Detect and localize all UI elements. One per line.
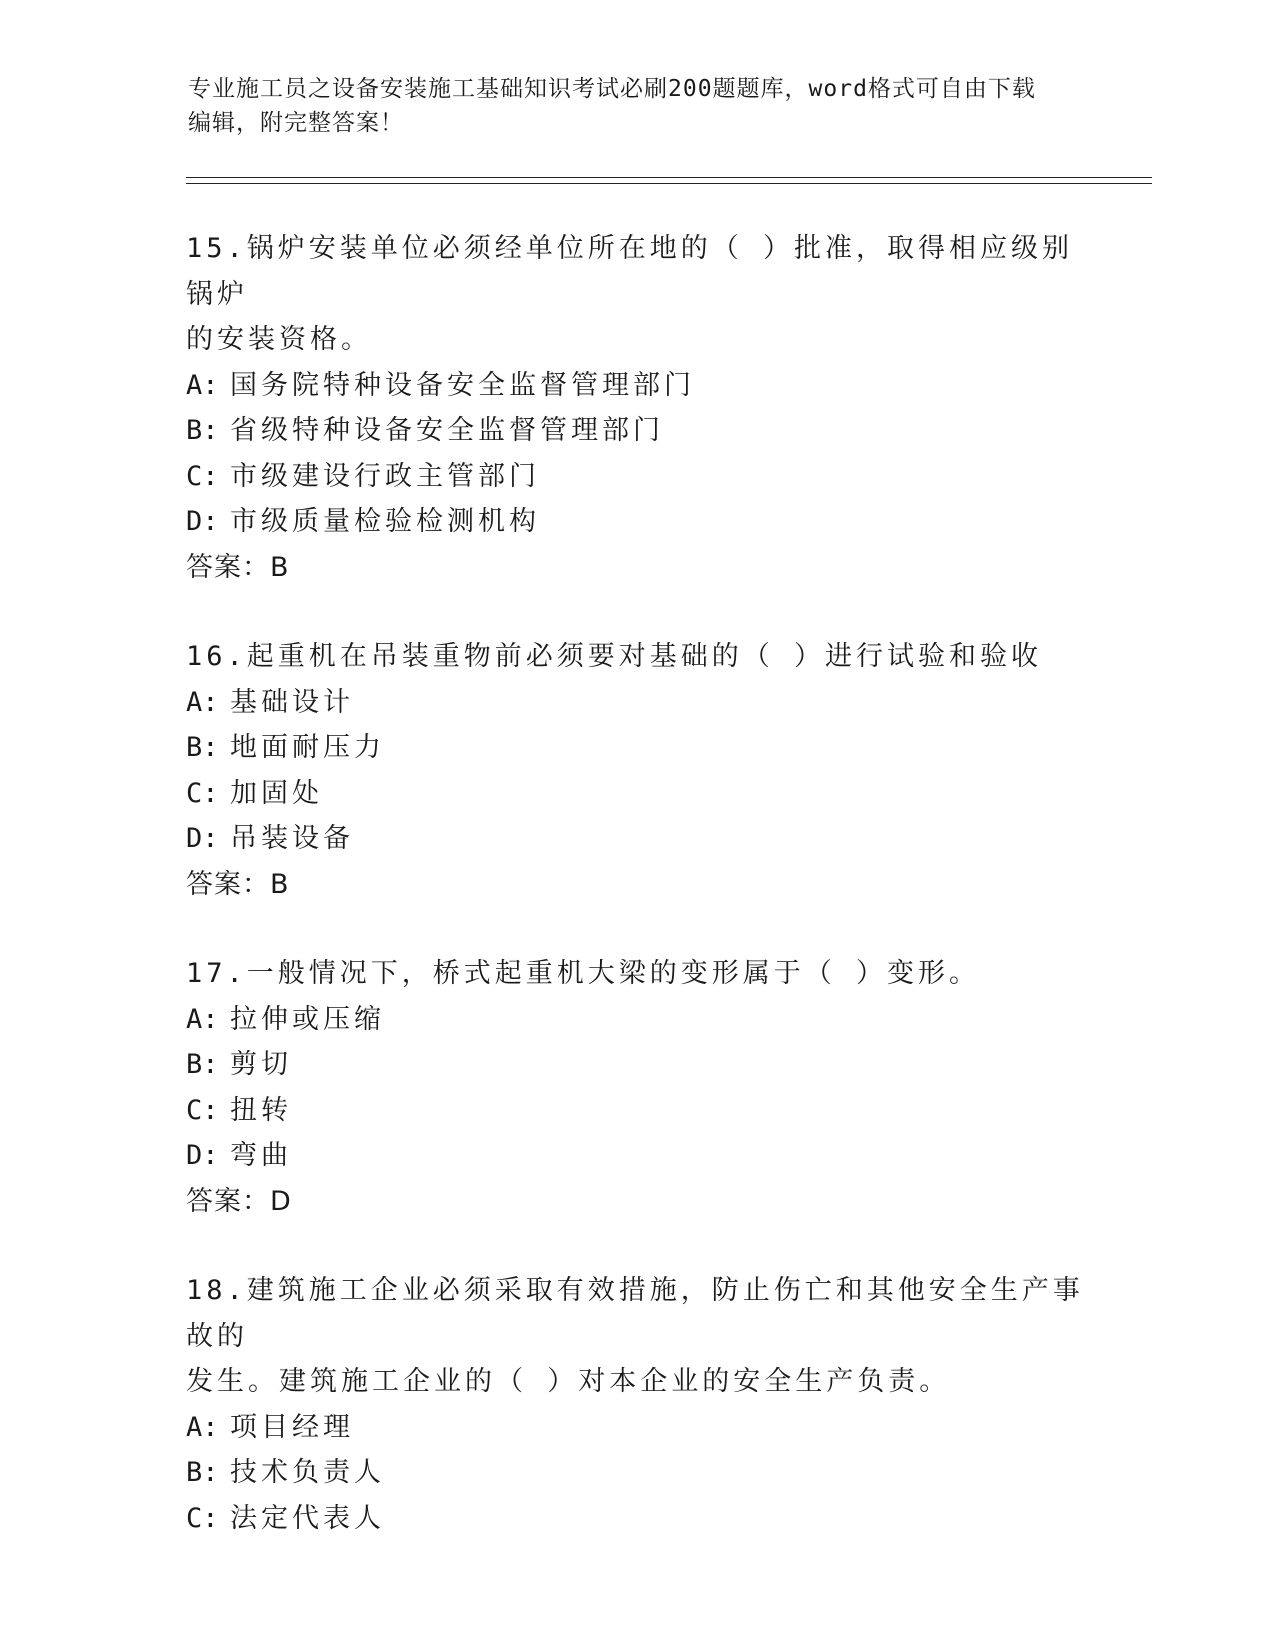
question-16 — [186, 634, 1086, 907]
question-18 — [186, 1268, 1086, 1541]
option-text: 市级质量检验检测机构 — [230, 506, 540, 537]
question-list — [186, 226, 1086, 1585]
option-c — [186, 454, 1086, 500]
option-d — [186, 1133, 1086, 1179]
option-c — [186, 1496, 1086, 1542]
option-b — [186, 1042, 1086, 1088]
option-key: C: — [186, 1094, 219, 1126]
answer-line: 答案：B — [186, 868, 290, 900]
option-c — [186, 771, 1086, 817]
option-text: 项目经理 — [230, 1411, 354, 1443]
question-17 — [186, 951, 1086, 1224]
question-stem-line: 15.锅炉安装单位必须经单位所在地的（ ）批准，取得相应级别锅炉 — [186, 233, 1074, 310]
option-key: D: — [186, 506, 219, 537]
answer-line: 答案：B — [186, 551, 290, 583]
option-text: 加固处 — [230, 777, 323, 809]
option-key: B: — [186, 1457, 219, 1488]
option-key: C: — [186, 1502, 219, 1534]
option-key: A: — [186, 686, 219, 718]
question-15 — [186, 226, 1086, 590]
header-title-line-2: 编辑，附完整答案！ — [188, 110, 404, 136]
option-key: A: — [186, 369, 219, 401]
option-text: 弯曲 — [230, 1140, 292, 1171]
option-b — [186, 725, 1086, 771]
option-key: A: — [186, 1411, 219, 1443]
option-text: 剪切 — [230, 1049, 292, 1080]
document-header — [188, 72, 1068, 140]
option-text: 吊装设备 — [230, 823, 354, 854]
option-key: A: — [186, 1003, 219, 1035]
option-text: 地面耐压力 — [230, 732, 385, 763]
option-key: D: — [186, 823, 219, 854]
question-stem-line: 发生。建筑施工企业的（ ）对本企业的安全生产负责。 — [186, 1366, 951, 1397]
option-d — [186, 816, 1086, 862]
option-key: C: — [186, 777, 219, 809]
option-key: B: — [186, 1049, 219, 1080]
option-text: 基础设计 — [230, 686, 354, 718]
option-text: 拉伸或压缩 — [230, 1003, 385, 1035]
header-title-line-1: 专业施工员之设备安装施工基础知识考试必刷200题题库，word格式可自由下载 — [188, 76, 1036, 102]
option-text: 市级建设行政主管部门 — [230, 460, 540, 492]
option-text: 扭转 — [230, 1094, 292, 1126]
question-stem-line: 16.起重机在吊装重物前必须要对基础的（ ）进行试验和验收 — [186, 641, 1043, 672]
option-a — [186, 680, 1086, 726]
option-key: D: — [186, 1140, 219, 1171]
answer-line: 答案：D — [186, 1185, 292, 1217]
option-text: 国务院特种设备安全监督管理部门 — [230, 369, 695, 401]
option-b — [186, 408, 1086, 454]
option-text: 省级特种设备安全监督管理部门 — [230, 415, 664, 446]
option-a — [186, 997, 1086, 1043]
option-key: B: — [186, 415, 219, 446]
option-b — [186, 1450, 1086, 1496]
question-stem-line: 17.一般情况下，桥式起重机大梁的变形属于（ ）变形。 — [186, 958, 981, 989]
option-d — [186, 499, 1086, 545]
option-key: B: — [186, 732, 219, 763]
question-stem-line: 的安装资格。 — [186, 324, 372, 355]
option-text: 技术负责人 — [230, 1457, 385, 1488]
option-c — [186, 1088, 1086, 1134]
option-a — [186, 1405, 1086, 1451]
question-stem-line: 18.建筑施工企业必须采取有效措施，防止伤亡和其他安全生产事故的 — [186, 1275, 1084, 1352]
option-text: 法定代表人 — [230, 1502, 385, 1534]
header-divider — [186, 177, 1152, 184]
option-key: C: — [186, 460, 219, 492]
option-a — [186, 363, 1086, 409]
